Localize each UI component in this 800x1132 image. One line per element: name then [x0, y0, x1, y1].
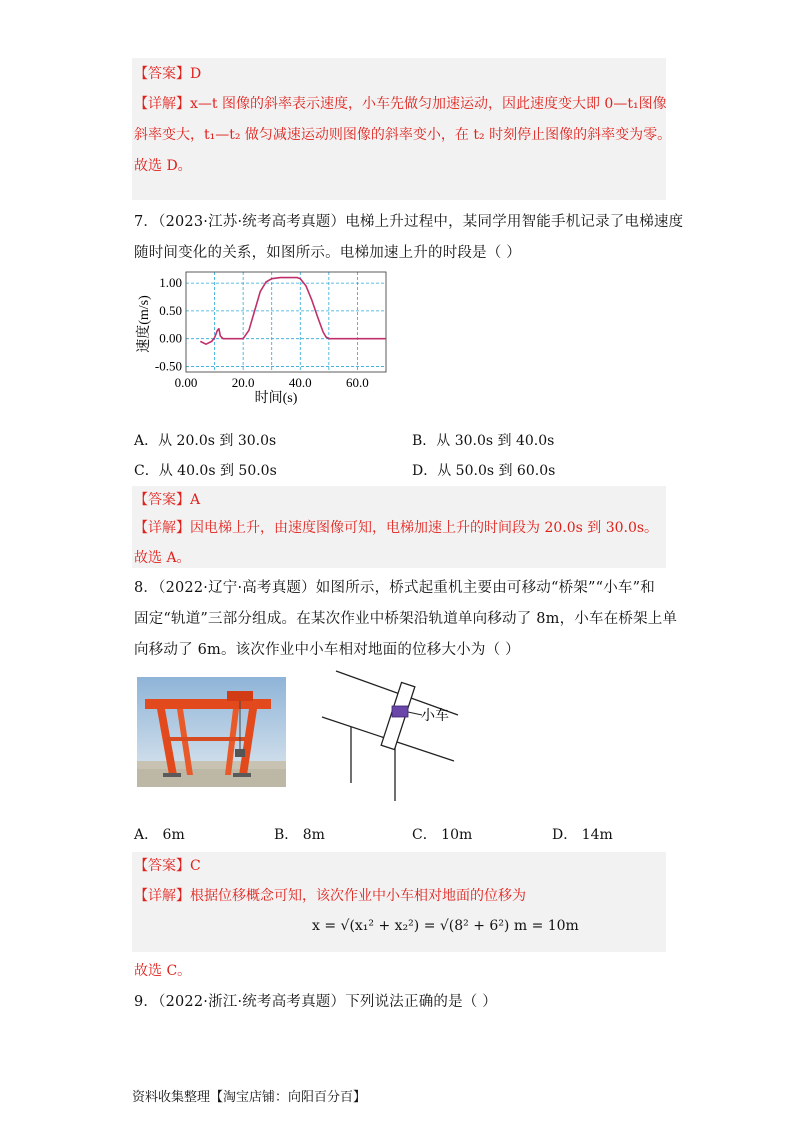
- q7-option-b[interactable]: B．从 30.0s 到 40.0s: [412, 433, 555, 449]
- crane-cross-beam: [167, 737, 245, 741]
- answer-line-q6: 【答案】D: [134, 66, 202, 82]
- trolley-label-leader: [408, 712, 422, 715]
- q8-stem-line-3: 向移动了 6m。该次作业中小车相对地面的位移大小为（ ）: [134, 642, 520, 658]
- crane-photo: [137, 677, 286, 787]
- photo-base-left: [163, 773, 181, 777]
- plot-frame: [186, 272, 386, 372]
- detail-line-2-q6: 斜率变大，t₁—t₂ 做匀减速运动则图像的斜率变小，在 t₂ 时刻停止图像的斜率变为零。: [134, 127, 672, 143]
- q7-stem-line-1: 7．（2023·江苏·统考高考真题）电梯上升过程中，某同学用智能手机记录了电梯速度: [134, 214, 684, 230]
- photo-base-right: [233, 773, 251, 777]
- crane-trolley: [227, 691, 253, 701]
- x-tick-label-1: 20.0: [231, 375, 255, 390]
- detail-line-1-q7: 【详解】因电梯上升，由速度图像可知，电梯加速上升的时间段为 20.0s 到 30.0s。: [134, 520, 659, 536]
- conclusion-q8: 故选 C。: [134, 963, 192, 979]
- x-tick-label-0: 0.00: [174, 375, 198, 390]
- y-tick-label-2: 0.00: [159, 330, 182, 346]
- page-footer: 资料收集整理【淘宝店铺：向阳百分百】: [132, 1090, 367, 1105]
- q7-option-c[interactable]: C．从 40.0s 到 50.0s: [134, 463, 277, 479]
- answer-line-q8: 【答案】C: [134, 858, 201, 874]
- velocity-time-chart: [130, 268, 400, 408]
- x-tick-label-2: 40.0: [288, 375, 312, 390]
- y-tick-label-3: -0.50: [154, 358, 182, 374]
- q8-option-d[interactable]: D． 14m: [552, 827, 613, 843]
- q8-stem-line-1: 8．（2022·辽宁·高考真题）如图所示，桥式起重机主要由可移动“桥架”“小车”和: [134, 580, 655, 596]
- y-tick-label-0: 1.00: [159, 275, 182, 291]
- x-tick-label-3: 60.0: [346, 375, 369, 390]
- detail-line-2-q7: 故选 A。: [134, 550, 191, 566]
- crane-diagram: [318, 665, 468, 805]
- trolley-label: 小车: [421, 709, 449, 724]
- displacement-formula: x = √(x₁² + x₂²) = √(8² + 6²) m = 10m: [312, 918, 579, 934]
- q7-option-d[interactable]: D．从 50.0s 到 60.0s: [412, 463, 556, 479]
- q9-stem: 9．（2022·浙江·统考高考真题）下列说法正确的是（ ）: [134, 994, 498, 1010]
- trolley-box: [392, 706, 408, 717]
- q8-stem-line-2: 固定“轨道”三部分组成。在某次作业中桥架沿轨道单向移动了 8m，小车在桥架上单: [134, 611, 678, 627]
- q7-option-a[interactable]: A．从 20.0s 到 30.0s: [134, 433, 277, 449]
- q7-stem-line-2: 随时间变化的关系，如图所示。电梯加速上升的时段是（ ）: [134, 245, 522, 261]
- detail-line-1-q8: 【详解】根据位移概念可知，该次作业中小车相对地面的位移为: [134, 888, 526, 904]
- answer-line-q7: 【答案】A: [134, 492, 201, 508]
- crane-hook-load: [235, 749, 245, 757]
- x-axis-label: 时间(s): [254, 391, 298, 406]
- detail-line-3-q6: 故选 D。: [134, 158, 192, 174]
- y-axis-label: 速度(m/s): [137, 295, 152, 353]
- q8-option-c[interactable]: C． 10m: [412, 827, 473, 843]
- detail-line-1-q6: 【详解】x—t 图像的斜率表示速度，小车先做匀加速运动，因此速度变大即 0—t₁图像: [134, 96, 667, 112]
- photo-rubble: [137, 769, 286, 787]
- q8-option-a[interactable]: A． 6m: [134, 827, 185, 843]
- q8-option-b[interactable]: B． 8m: [274, 827, 325, 843]
- chart-grid: [186, 272, 386, 372]
- chart-ticks: [155, 275, 369, 390]
- y-tick-label-1: 0.50: [159, 302, 182, 318]
